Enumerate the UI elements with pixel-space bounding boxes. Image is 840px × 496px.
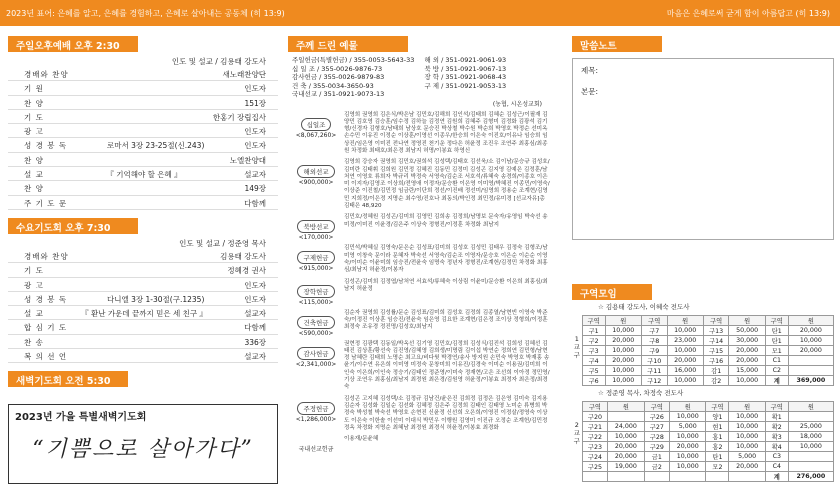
special-dawn-box — [8, 404, 278, 484]
table-cell: 구11 — [641, 366, 667, 376]
offering-type — [288, 159, 344, 210]
table-cell: 확1 — [765, 412, 788, 422]
table-cell: 구23 — [582, 442, 608, 452]
offering-donors: 권현정 김광택 김동일/박옥선 김기영 김민호/김정희 김성식/김진석 김희성 김혜선 김태진 김상훈/황선숙 김진영/김혜영 김희생/미명림 김이섭 박연순 정희연 김민형/남현정 남혜란 김태희 노명순 최고요/비다윗 박경연/송사 방지원 손민숙 박영호 박재홍 송윤기/이수연 유은희 이미영 미정숙 문창미희 이유진/김경숙 이미순 이용권/김미희 이인숙 이은희/이인숙 정승기/김태인 정준영/이미숙 정재현/고은 조선희 이아정 정민영/기상 조연우 최홍심/최남지 최정원 최은경/김원영 허윤정/이봉효 최정자 최은정/최경숙 — [344, 340, 550, 391]
table-cell: 10,000 — [670, 462, 706, 472]
sunday-order — [8, 67, 278, 210]
account-list — [288, 56, 550, 99]
table-header-cell: 구역 — [765, 316, 788, 326]
table-cell: 10,000 — [670, 432, 706, 442]
district-group-title: ☆ 정준영 목사, 차정숙 전도사 — [598, 389, 684, 397]
offering-type — [288, 341, 344, 392]
order-label: 경배와 찬양 — [24, 70, 69, 79]
offering-entry — [288, 245, 550, 274]
table-row — [582, 336, 833, 346]
verse-motto: 마음은 은혜로써 굳게 함이 아름답고 (히 13:9) — [666, 9, 830, 18]
account-line: 건 축 / 355-0034-3650-93 — [292, 81, 374, 90]
order-row — [8, 181, 278, 195]
table-cell: 20,000 — [605, 336, 641, 346]
offering-amount: <115,000> — [298, 298, 334, 306]
offering-amount: <2,341,000> — [295, 360, 337, 368]
order-label: 성 경 봉 독 — [24, 141, 68, 151]
table-cell: 모2 — [706, 462, 729, 472]
table-header-cell: 구역 — [703, 316, 729, 326]
offering-entry — [288, 341, 550, 392]
order-row — [8, 335, 278, 349]
table-row — [582, 422, 833, 432]
table-cell — [608, 472, 644, 482]
offering-amount: <915,000> — [298, 265, 334, 273]
table-cell: 양1 — [706, 412, 729, 422]
district-table — [582, 401, 834, 482]
table-cell: 구14 — [703, 336, 729, 346]
offering-donors: 김영희 강승자 권영희 김민호/권희석 김성택/김태호 김선욱/소 김이남/문승규 김성호/김미란 김태휘 김희원 김민정 김혜진 김동민 김정미 김성곤 김지영 김예은 김정훈/남처연 이영호 류희자 박규리 박정숙 서영숙/김순조 서호석/류혜숙 송경희/이종호 이은미 이지자/김영조 이상희/전영애 이정자/문승환 이은영 이미영/박혜진 이종민/이영숙/이상준 이진철/김민정 임금란/이단희 정선/이진배 정선미/임영희 정용순 조계현/김영민 지희정/이은정 지명순 최수영/진호나 최동의/박인정 최민정/유미경 [선교자유]총 김태은 48,920 — [344, 159, 550, 210]
table-cell: 10,000 — [729, 422, 765, 432]
account-line: 해 외 / 351-0921-9061-93 — [424, 56, 507, 64]
table-cell — [729, 472, 765, 482]
offering-amount: <590,000> — [298, 329, 334, 337]
order-row — [8, 278, 278, 292]
table-cell: 구29 — [644, 442, 670, 452]
order-label: 기 원 — [24, 84, 44, 94]
table-row — [582, 376, 833, 386]
order-label: 합 심 기 도 — [24, 323, 68, 333]
table-cell: 모1 — [765, 346, 788, 356]
table-cell: 10,000 — [729, 412, 765, 422]
order-value: 다니엘 3장 1-30절(구.1235) — [107, 294, 205, 304]
offering-donors: 이용재/문윤혜 — [344, 436, 379, 443]
wednesday-order — [8, 249, 278, 363]
offering-amount: <900,000> — [298, 179, 334, 187]
offering-donors: 김성곤/김미희 김정엽/남처연 서효석/류혜숙 이상림 이윤미/문승환 이은희 최홍심/최남지 허윤정 — [344, 278, 548, 292]
order-label: 찬 양 — [24, 98, 44, 108]
district-group — [572, 315, 834, 386]
table-cell: 구9 — [641, 346, 667, 356]
table-cell: 20,000 — [788, 326, 833, 336]
table-cell: C2 — [765, 366, 788, 376]
order-value: 김용태 강도사 — [220, 251, 266, 261]
table-cell: 구1 — [582, 326, 605, 336]
table-cell: 구25 — [582, 462, 608, 472]
order-row — [8, 292, 278, 306]
table-cell: 10,000 — [605, 346, 641, 356]
table-header-cell: 원 — [608, 402, 644, 412]
table-cell: 10,000 — [605, 366, 641, 376]
order-label: 기 도 — [24, 112, 44, 122]
order-value: 인도자 — [244, 127, 266, 137]
offering-type — [288, 245, 344, 274]
offering-entries — [288, 112, 550, 456]
worship-column — [8, 36, 278, 387]
table-cell: 확2 — [765, 422, 788, 432]
order-label: 성 경 봉 독 — [24, 294, 68, 304]
table-cell: 구7 — [641, 326, 667, 336]
table-header-cell: 원 — [729, 402, 765, 412]
year-motto: 2023년 표어: 은혜를 알고, 은혜를 경험하고, 은혜로 살아내는 공동체 (히 13:9) — [6, 9, 285, 18]
account-line: 국내선교 / 351-0921-9073-13 — [292, 90, 385, 98]
offering-type-label: 구제헌금 — [297, 251, 334, 264]
order-value: 『 기억해야 할 은혜 』 — [106, 170, 182, 180]
table-row — [582, 452, 833, 462]
order-label: 찬 양 — [24, 155, 44, 165]
offering-type — [288, 279, 344, 306]
table-cell: 구8 — [641, 336, 667, 346]
table-header-cell: 원 — [729, 316, 765, 326]
table-cell — [788, 366, 833, 376]
table-row — [582, 366, 833, 376]
offering-type-label: 국내선교헌금 — [298, 446, 334, 454]
order-label: 설 교 — [24, 170, 44, 180]
table-cell: 15,000 — [729, 366, 765, 376]
order-value: 한홍기 장립집사 — [212, 112, 266, 122]
table-cell: 10,000 — [605, 326, 641, 336]
table-cell: 5,000 — [670, 422, 706, 432]
table-cell: 계 — [765, 472, 788, 482]
table-row — [582, 326, 833, 336]
order-value: 로마서 3장 23-25절(신.243) — [107, 141, 205, 151]
order-label: 광 고 — [24, 127, 44, 137]
order-value: 인도자 — [244, 84, 266, 94]
offering-header: 주께 드린 예물 — [288, 36, 408, 52]
table-cell: 10,000 — [788, 336, 833, 346]
offering-donors: 김민석/박혜실 김영숙/문은순 김성표/김미희 김성호 김성민 김태우 김정숙 김형조/남미영 이창숙 문이라 문혜자 박숙선 서영숙/김순조 이영자/문승호 이은순 이순순 이영숙/이미순 이윤미희 임승진/전윤숙 임명숙 정년자 정형진/조계헌/김정민 차정화 최홍심/최남지 허윤정/이봉자 — [344, 245, 548, 274]
order-row — [8, 167, 278, 181]
table-header-cell: 구역 — [706, 402, 729, 412]
table-cell: 구4 — [582, 356, 605, 366]
table-cell: 20,000 — [729, 346, 765, 356]
order-label: 기 도 — [24, 266, 44, 276]
offering-entry — [288, 436, 550, 455]
table-cell: 구6 — [582, 376, 605, 386]
order-label: 설 교 — [24, 309, 44, 319]
order-value: 인도자 — [244, 280, 266, 290]
offering-entry — [288, 396, 550, 432]
offering-entry — [288, 310, 550, 337]
order-value: 다함께 — [244, 323, 266, 333]
special-dawn-title: 2023년 가을 특별새벽기도회 — [15, 412, 147, 423]
table-header-cell: 구역 — [582, 402, 608, 412]
offering-type — [288, 214, 344, 241]
table-cell: 10,000 — [605, 376, 641, 386]
table-cell: 20,000 — [608, 442, 644, 452]
district-tables — [572, 302, 834, 482]
table-header-cell: 원 — [667, 316, 703, 326]
table-cell: 구2 — [582, 336, 605, 346]
offering-entry — [288, 214, 550, 241]
table-header-cell: 원 — [788, 316, 833, 326]
district-header: 구역모임 — [572, 284, 652, 300]
order-row — [8, 96, 278, 110]
order-label: 광 고 — [24, 280, 44, 290]
offering-type-label: 주정헌금 — [297, 402, 334, 415]
order-value: 151장 — [244, 98, 266, 108]
table-cell: 19,000 — [608, 462, 644, 472]
table-cell: 구3 — [582, 346, 605, 356]
table-cell: 홍1 — [706, 432, 729, 442]
table-header-cell: 원 — [670, 402, 706, 412]
district-group — [572, 401, 834, 482]
offering-amount: <8,067,260> — [295, 131, 337, 139]
table-cell: C3 — [765, 452, 788, 462]
table-cell: 10,000 — [670, 412, 706, 422]
table-cell: 감2 — [703, 376, 729, 386]
table-cell: 금2 — [644, 462, 670, 472]
account-line: 장 학 / 351-0921-9068-43 — [424, 73, 507, 81]
offering-donors: 김순자 권영희 김성률/문순 김성표/김미희 김성호 김정희 김종열/남현빈 이영숙 박준숙/이정진 이상훈 임승진/전윤숙 임은영 김요한 조계현/김은정 조이상 정형희/이정훈 최정숙 조유경 정진명/김성호/최남지 — [344, 309, 548, 331]
order-row — [8, 249, 278, 263]
special-dawn-theme: “기쁨으로 살아가다” — [32, 437, 254, 462]
table-header-cell: 구역 — [765, 402, 788, 412]
offering-amount: <170,000> — [298, 234, 334, 242]
order-person: 인도자 — [244, 294, 266, 304]
table-row — [582, 442, 833, 452]
order-label: 경배와 찬양 — [24, 251, 69, 261]
order-row — [8, 320, 278, 334]
order-row — [8, 306, 278, 320]
table-cell: 탄1 — [765, 326, 788, 336]
sunday-leader: 인도 및 설교 / 김용태 강도사 — [171, 57, 266, 66]
table-header-cell: 원 — [788, 402, 833, 412]
table-cell: 20,000 — [729, 356, 765, 366]
parish-label: 1 교 구 — [573, 335, 580, 359]
table-cell — [788, 452, 833, 462]
account-list-left — [292, 56, 414, 99]
table-cell — [670, 472, 706, 482]
offering-type — [288, 436, 344, 455]
table-cell: 구20 — [582, 412, 608, 422]
table-cell — [706, 472, 729, 482]
wednesday-header: 수요기도회 오후 7:30 — [8, 218, 138, 234]
offering-column — [288, 36, 550, 455]
order-value: 336장 — [244, 337, 266, 347]
order-row — [8, 110, 278, 124]
table-cell — [608, 412, 644, 422]
table-cell: 50,000 — [729, 326, 765, 336]
table-cell: 구24 — [582, 452, 608, 462]
table-cell: 탄1 — [706, 452, 729, 462]
order-row — [8, 67, 278, 81]
parish-label: 2 교 구 — [573, 421, 580, 445]
table-cell: 확3 — [765, 432, 788, 442]
order-row — [8, 124, 278, 138]
order-value: 노엘찬양대 — [229, 155, 266, 165]
offering-type — [288, 310, 344, 337]
offering-type — [288, 396, 344, 432]
district-group-title: ☆ 김용태 강도사, 이혜숙 전도사 — [598, 303, 690, 311]
table-cell: 10,000 — [667, 326, 703, 336]
table-cell: 30,000 — [729, 336, 765, 346]
offering-type-label: 십일조 — [301, 118, 332, 131]
table-cell: 10,000 — [667, 376, 703, 386]
order-person: 설교자 — [244, 170, 266, 180]
table-cell: 276,000 — [788, 472, 833, 482]
table-cell — [788, 356, 833, 366]
dawn-header: 새벽기도회 오전 5:30 — [8, 371, 128, 387]
table-cell: 구16 — [703, 356, 729, 366]
table-cell: 20,000 — [608, 452, 644, 462]
table-cell: 구21 — [582, 422, 608, 432]
order-label: 주 기 도 문 — [24, 198, 68, 208]
order-row — [8, 138, 278, 152]
table-cell: 구13 — [703, 326, 729, 336]
bank-note: (농협, 시온성교회) — [492, 100, 542, 108]
table-header-cell: 구역 — [641, 316, 667, 326]
order-row — [8, 196, 278, 210]
order-value: 149장 — [244, 184, 266, 194]
table-cell — [644, 472, 670, 482]
table-cell: 탄1 — [765, 336, 788, 346]
offering-type-label: 북방선교 — [297, 220, 334, 233]
sunday-header: 주일오후예배 오후 2:30 — [8, 36, 138, 52]
district-table — [582, 315, 834, 386]
offering-type-label: 감사헌금 — [297, 347, 334, 360]
offering-entry — [288, 159, 550, 210]
table-cell: 홍2 — [706, 442, 729, 452]
wednesday-leader: 인도 및 설교 / 정준영 목사 — [179, 238, 266, 248]
table-cell: 확4 — [765, 442, 788, 452]
order-value: 정혜경 권사 — [227, 266, 266, 276]
table-cell: 20,000 — [729, 462, 765, 472]
table-cell: 구15 — [703, 346, 729, 356]
table-cell: C4 — [765, 462, 788, 472]
account-line: 구 제 / 351-0921-9053-13 — [424, 81, 507, 90]
table-cell: 감1 — [703, 366, 729, 376]
table-cell: 20,000 — [605, 356, 641, 366]
table-row — [582, 472, 833, 482]
table-cell: C1 — [765, 356, 788, 366]
order-row — [8, 263, 278, 277]
table-header-cell: 구역 — [644, 402, 670, 412]
table-row — [582, 356, 833, 366]
order-person: 설교자 — [244, 309, 266, 319]
order-label: 찬 송 — [24, 337, 44, 347]
account-line: 주일헌금(특별헌금) / 355-0053-5643-33 — [292, 56, 415, 64]
table-cell: 10,000 — [608, 432, 644, 442]
table-cell: 25,000 — [788, 422, 833, 432]
table-cell: 369,000 — [788, 376, 833, 386]
offering-donors: 김성곤 고지혜 김성택/소 김정규 김남건/윤은진 김희정 김정은 김은영 김미숙 김지용 김순자 김성화 김일순 김선화 김혜정 김은주 김정희 김태인 김태영 노미순 류병희 박정숙 박성철 박숙선 박영호 손현진 신윤정 신선희 오은희/이영진 이정살/정영숙 이상도 이은숙 이한솔 이선미 이대식 박민우 이행원 김영미 이진규 오정순 조계헌/김민정 정옥 차정화 지명순 최혜남 최정원 최경식 허윤정/이봉효 최경화 — [344, 395, 548, 431]
order-label: 복 의 선 언 — [24, 352, 68, 362]
table-row — [582, 346, 833, 356]
table-cell: 구5 — [582, 366, 605, 376]
order-value: 다함께 — [244, 198, 266, 208]
offering-donors: 김민호/정혜원 김성곤/김미희 김영민 김희송 김정희/남명보 문숙자/유영임 박숙선 송미정/이미진 이윤경/김은주 이상숙 정형진/이정훈 차정화 최남지 — [344, 214, 548, 228]
order-label: 찬 양 — [24, 184, 44, 194]
table-cell: 현1 — [706, 422, 729, 432]
sermon-note-area[interactable] — [572, 58, 834, 240]
table-cell — [788, 462, 833, 472]
offering-entry — [288, 112, 550, 156]
table-cell: 금1 — [644, 452, 670, 462]
table-cell: 10,000 — [670, 452, 706, 462]
offering-type-label: 해외선교 — [297, 165, 334, 178]
account-line: 십 일 조 / 355-0026-9876-73 — [292, 64, 383, 73]
order-row — [8, 153, 278, 167]
table-header-cell: 구역 — [582, 316, 605, 326]
account-line: 감사헌금 / 355-0026-9879-83 — [292, 73, 385, 81]
table-cell: 20,000 — [667, 356, 703, 366]
memo-header: 말씀노트 — [572, 36, 662, 52]
table-header-cell: 원 — [605, 316, 641, 326]
table-cell: 18,000 — [788, 432, 833, 442]
table-row — [582, 432, 833, 442]
table-row — [582, 462, 833, 472]
table-cell: 10,000 — [729, 432, 765, 442]
memo-title-line: 제목: — [581, 66, 599, 75]
table-row — [582, 412, 833, 422]
order-row — [8, 349, 278, 363]
table-cell: 구28 — [644, 432, 670, 442]
table-cell: 5,000 — [729, 452, 765, 462]
table-cell: 10,000 — [729, 376, 765, 386]
order-person: 인도자 — [244, 141, 266, 151]
offering-type — [288, 112, 344, 156]
table-cell: 10,000 — [729, 442, 765, 452]
table-cell: 구26 — [644, 412, 670, 422]
offering-donors: 김영희 권영희 김은식/박은남 김민호/김해희 김인석/김태희 김혜순 김성근/이필재 김양민 김호영 김승훈/임수정 김하늘 김정연 김원희 김혜주 김형미 김정화 김광석 김기형/신경자 김형호/남태희 남상호 문승진 박상철 박수원 박순희 박영호 박정순 선미옥 손수민 이유진 이정순 이상훈/이영선 이종우/한승희 이은숙 이진호/이유나 임승희 임상진/임은영 이미진 전나연 정영진 천기운 정다은 허윤정 조진우 조연주 최홍심/최종원 차정화 최태호/최은경 최남지 허명/이봉효 하영신 — [344, 111, 548, 154]
order-value: 설교자 — [244, 352, 266, 362]
table-cell: 계 — [765, 376, 788, 386]
table-cell: 20,000 — [670, 442, 706, 452]
table-cell: 20,000 — [788, 346, 833, 356]
top-banner — [0, 0, 840, 26]
table-cell: 24,000 — [608, 422, 644, 432]
table-cell: 구22 — [582, 432, 608, 442]
table-cell: 10,000 — [667, 346, 703, 356]
table-cell — [788, 412, 833, 422]
table-cell: 10,000 — [788, 442, 833, 452]
memo-text-line: 본문: — [581, 87, 599, 96]
account-list-right — [424, 56, 506, 99]
table-cell: 구27 — [644, 422, 670, 432]
table-cell: 23,000 — [667, 336, 703, 346]
offering-amount: <1,286,000> — [295, 415, 337, 423]
order-value: 새노래찬양단 — [222, 70, 266, 79]
table-cell — [582, 472, 608, 482]
notes-column — [572, 36, 834, 482]
order-value: 『 환난 가운데 끝까지 믿은 세 친구 』 — [81, 309, 207, 319]
table-cell: 구12 — [641, 376, 667, 386]
account-line: 북 방 / 351-0921-9067-13 — [424, 64, 507, 73]
table-cell: 16,000 — [667, 366, 703, 376]
offering-type-label: 건축헌금 — [297, 316, 334, 329]
offering-entry — [288, 279, 550, 306]
order-row — [8, 81, 278, 95]
table-cell: 구10 — [641, 356, 667, 366]
offering-type-label: 장학헌금 — [297, 285, 334, 298]
